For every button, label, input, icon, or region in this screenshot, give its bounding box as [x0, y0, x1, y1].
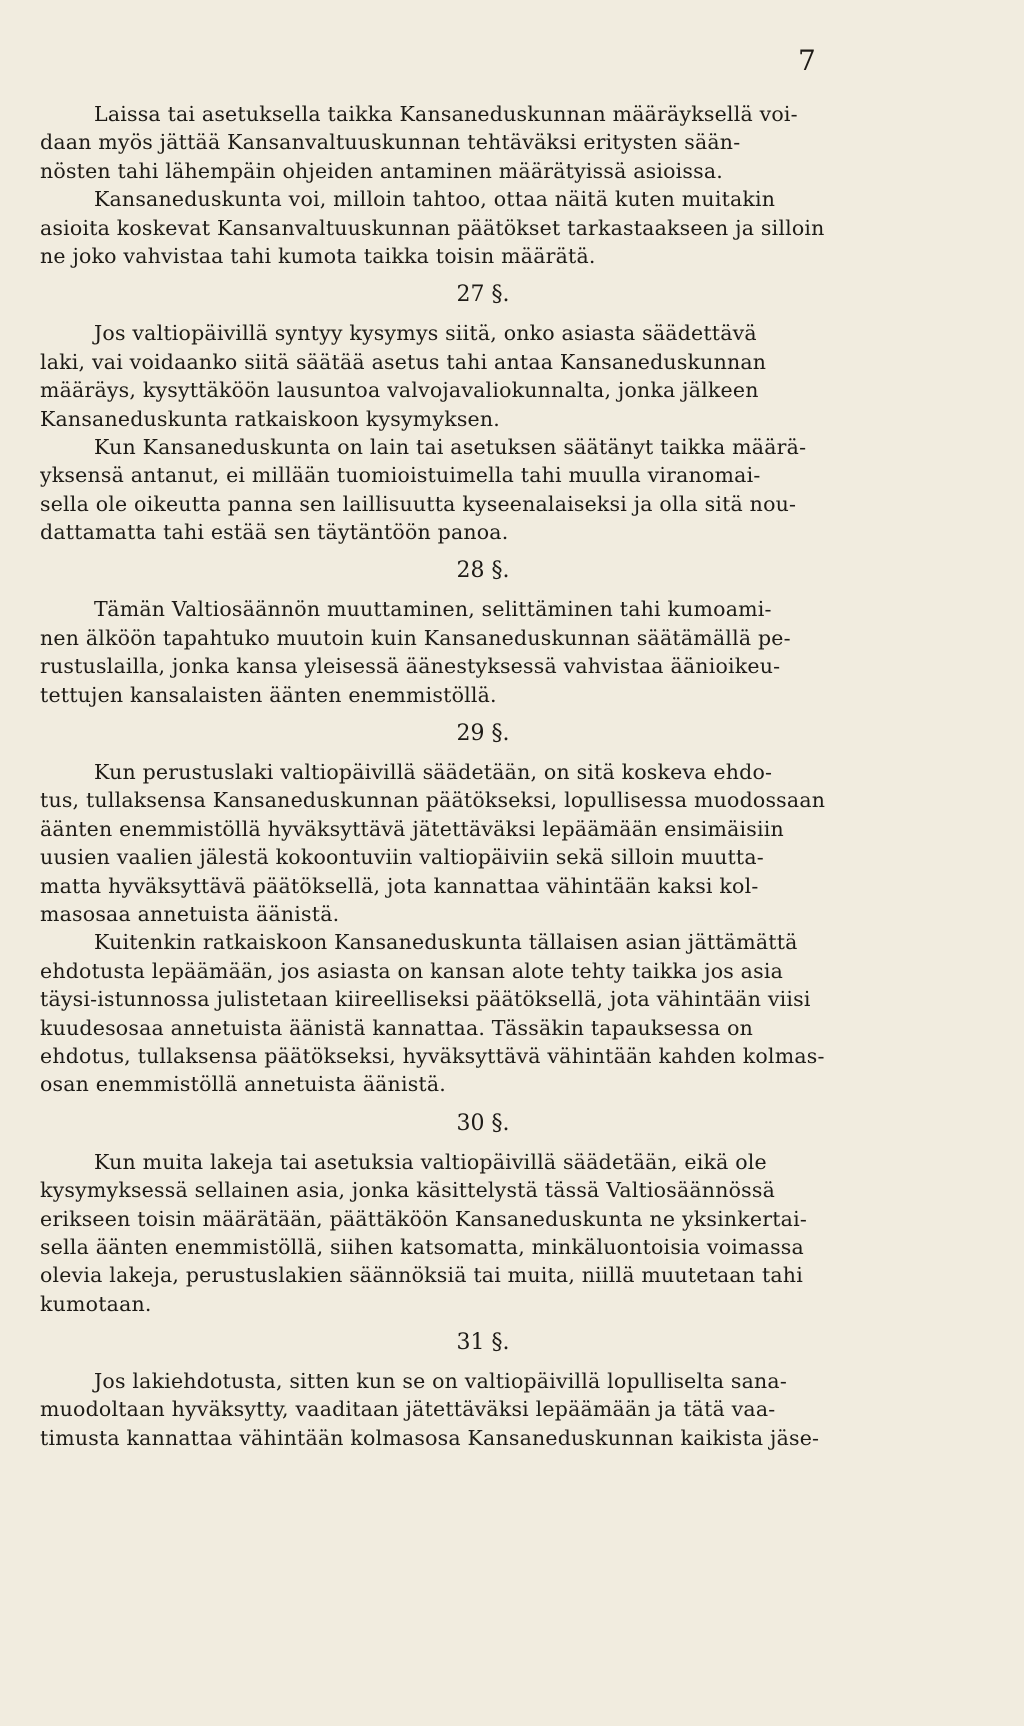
text-line: muodoltaan hyväksytty, vaaditaan jätettäväksi lepäämään ja tätä vaa- — [40, 1397, 776, 1422]
section-heading: 27 §. — [456, 282, 510, 308]
paragraph — [40, 319, 890, 433]
text-line: timusta kannattaa vähintään kolmasosa Kansaneduskunnan kaikista jäse- — [40, 1425, 820, 1450]
section-heading: 31 §. — [456, 1330, 510, 1356]
text-line: Jos lakiehdotusta, sitten kun se on valtiopäivillä lopulliselta sana- — [94, 1369, 787, 1394]
text-line: nen älköön tapahtuko muutoin kuin Kansaneduskunnan säätämällä pe- — [40, 625, 791, 650]
body-text — [40, 100, 890, 1452]
text-line: ehdotusta lepäämään, jos asiasta on kansan alote tehty taikka jos asia — [40, 958, 784, 983]
text-line: nösten tahi lähempäin ohjeiden antaminen määrätyissä asioissa. — [40, 158, 723, 183]
text-line: ehdotus, tullaksensa päätökseksi, hyväksyttävä vähintään kahden kolmas- — [40, 1043, 825, 1068]
text-line: tus, tullaksensa Kansaneduskunnan päätökseksi, lopullisessa muodossaan — [40, 788, 826, 813]
text-line: Jos valtiopäivillä syntyy kysymys siitä, onko asiasta säädettävä — [94, 321, 757, 346]
text-line: dattamatta tahi estää sen täytäntöön panoa. — [40, 520, 509, 545]
text-line: Laissa tai asetuksella taikka Kansaneduskunnan määräyksellä voi- — [94, 102, 798, 126]
text-line: yksensä antanut, ei millään tuomioistuimella tahi muulla viranomai- — [40, 463, 761, 488]
text-line: Kun Kansaneduskunta on lain tai asetuksen säätänyt taikka määrä- — [94, 434, 807, 459]
paragraph — [40, 100, 890, 185]
text-line: täysi-istunnossa julistetaan kiireelliseksi päätöksellä, jota vähintään viisi — [40, 987, 811, 1012]
text-line: daan myös jättää Kansanvaltuuskunnan tehtäväksi eritysten sään- — [40, 130, 741, 155]
text-line: kuudesosaa annetuista äänistä kannattaa. Tässäkin tapauksessa on — [40, 1015, 754, 1040]
paragraph — [40, 928, 890, 1098]
text-line: äänten enemmistöllä hyväksyttävä jätettäväksi lepäämään ensimäisiin — [40, 816, 784, 841]
paragraph — [40, 185, 890, 270]
text-line: tettujen kansalaisten äänten enemmistöllä. — [40, 682, 497, 707]
text-line: Kuitenkin ratkaiskoon Kansaneduskunta tällaisen asian jättämättä — [94, 930, 798, 955]
paragraph — [40, 433, 890, 547]
text-line: asioita koskevat Kansanvaltuuskunnan päätökset tarkastaakseen ja silloin — [40, 215, 825, 240]
text-line: sella ole oikeutta panna sen laillisuutta kyseenalaiseksi ja olla sitä nou- — [40, 491, 797, 516]
text-line: kumotaan. — [40, 1291, 152, 1316]
text-line: Kun perustuslaki valtiopäivillä säädetään, on sitä koskeva ehdo- — [94, 760, 773, 785]
text-line: Kansaneduskunta voi, milloin tahtoo, ottaa näitä kuten muitakin — [94, 187, 776, 212]
paragraph — [40, 595, 890, 709]
text-line: masosaa annetuista äänistä. — [40, 901, 340, 926]
text-line: Kun muita lakeja tai asetuksia valtiopäivillä säädetään, eikä ole — [94, 1149, 767, 1174]
section-heading: 28 §. — [456, 558, 510, 584]
text-line: matta hyväksyttävä päätöksellä, jota kannattaa vähintään kaksi kol- — [40, 873, 759, 898]
text-line: laki, vai voidaanko siitä säätää asetus tahi antaa Kansaneduskunnan — [40, 349, 767, 374]
text-line: määräys, kysyttäköön lausuntoa valvojavaliokunnalta, jonka jälkeen — [40, 378, 759, 403]
text-line: sella äänten enemmistöllä, siihen katsomatta, minkäluontoisia voimassa — [40, 1234, 804, 1259]
text-line: erikseen toisin määrätään, päättäköön Kansaneduskunta ne yksinkertai- — [40, 1206, 807, 1231]
section-heading: 30 §. — [456, 1110, 510, 1136]
section-heading: 29 §. — [456, 721, 510, 747]
paragraph — [40, 1148, 890, 1318]
text-line: osan enemmistöllä annetuista äänistä. — [40, 1072, 447, 1097]
text-line: Kansaneduskunta ratkaiskoon kysymyksen. — [40, 406, 500, 431]
text-line: uusien vaalien jälestä kokoontuviin valtiopäiviin sekä silloin muutta- — [40, 845, 764, 870]
text-line: kysymyksessä sellainen asia, jonka käsittelystä tässä Valtiosäännössä — [40, 1178, 776, 1203]
text-line: rustuslailla, jonka kansa yleisessä äänestyksessä vahvistaa äänioikeu- — [40, 654, 781, 679]
text-line: ne joko vahvistaa tahi kumota taikka toisin määrätä. — [40, 243, 596, 268]
page-number: 7 — [798, 44, 816, 77]
text-line: olevia lakeja, perustuslakien säännöksiä tai muita, niillä muutetaan tahi — [40, 1263, 803, 1288]
text-line: Tämän Valtiosäännön muuttaminen, selittäminen tahi kumoami- — [94, 597, 772, 622]
paragraph — [40, 758, 890, 928]
paragraph — [40, 1367, 890, 1452]
